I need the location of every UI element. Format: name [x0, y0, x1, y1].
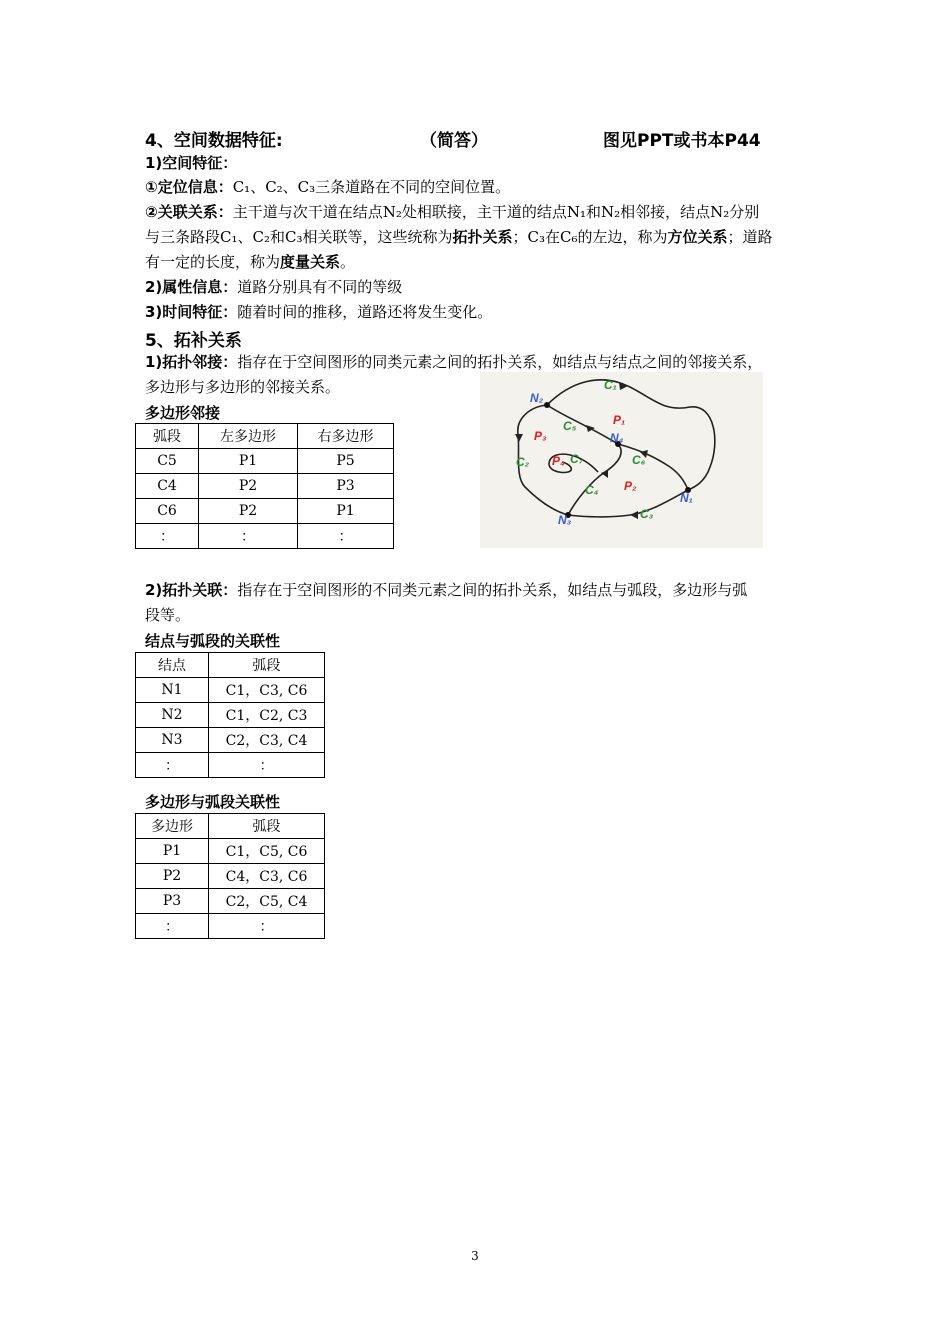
association-label: 2)拓扑关联：: [145, 581, 238, 599]
section4-tag: （简答）: [420, 131, 488, 151]
adjacency-table-caption: 多边形邻接: [145, 404, 221, 422]
table-cell: P2: [199, 499, 298, 524]
table-cell: P2: [136, 864, 209, 889]
table-cell: C2，C5, C4: [209, 889, 325, 914]
table-cell: P1: [136, 839, 209, 864]
table-row: [136, 449, 394, 474]
relation-text2c: ；C₃在C₆的左边，称为: [512, 228, 668, 246]
table-row: [136, 753, 325, 778]
table-row: [136, 839, 325, 864]
table-cell: P3: [136, 889, 209, 914]
table-cell: ：: [136, 524, 199, 549]
spatial-heading: 1)空间特征：: [145, 154, 238, 172]
table-cell: C1，C3, C6: [209, 678, 325, 703]
association-text1: 指存在于空间图形的不同类元素之间的拓扑关系，如结点与弧段，多边形与弧: [237, 581, 748, 599]
relation-label: ②关联关系：: [145, 203, 233, 221]
adjacency-line1: [145, 352, 762, 372]
direction-term: 方位关系: [667, 228, 728, 246]
table-cell: P5: [298, 449, 394, 474]
arrow-c1: [619, 382, 628, 390]
arc-label: C₁: [604, 378, 617, 392]
polygon-table-caption: 多边形与弧段关联性: [145, 793, 281, 811]
table-cell: C1，C2, C3: [209, 703, 325, 728]
adjacency-line2: 多边形与多边形的邻接关系。: [145, 378, 341, 396]
table-header-cell: 弧段: [136, 424, 199, 449]
section4-ref: 图见PPT或书本P44: [603, 131, 761, 151]
relation-text2a: 与三条路段C₁、C₂和C₃相关联等，这些统称为: [145, 228, 453, 246]
arc-label: C₄: [585, 483, 599, 497]
polygon-label: P₁: [613, 413, 626, 427]
arc-label: C₇: [570, 452, 584, 466]
table-header-cell: 结点: [136, 653, 209, 678]
time-text: 随着时间的推移，道路还将发生变化。: [237, 303, 493, 321]
arc-c1: [547, 380, 715, 490]
attribute-label: 2)属性信息：: [145, 278, 238, 296]
table-cell: P2: [199, 474, 298, 499]
arc-label: C₂: [516, 455, 530, 469]
section4-title: 4、空间数据特征:: [145, 131, 283, 151]
table-cell: C1，C5, C6: [209, 839, 325, 864]
page-number: 3: [471, 1249, 479, 1263]
table-cell: ：: [298, 524, 394, 549]
polygon-label: P₃: [534, 429, 547, 443]
relation-text2e: ；道路: [727, 228, 773, 246]
adjacency-label: 1)拓扑邻接：: [145, 353, 238, 371]
table-row: [136, 703, 325, 728]
relation-line2: [145, 227, 773, 247]
table-cell: ：: [199, 524, 298, 549]
polygon-label: P₂: [624, 479, 637, 493]
arrow-c2: [515, 434, 523, 442]
table-cell: C2，C3, C4: [209, 728, 325, 753]
table-cell: P1: [298, 499, 394, 524]
table-cell: C5: [136, 449, 199, 474]
table-cell: P1: [199, 449, 298, 474]
relation-text1: 主干道与次干道在结点N₂处相联接，主干道的结点N₁和N₂相邻接，结点N₂分别: [232, 203, 760, 221]
table-cell: ：: [136, 753, 209, 778]
arc-label: C₃: [640, 507, 654, 521]
relation-line3: [145, 252, 355, 272]
table-header-cell: 弧段: [209, 653, 325, 678]
section5-title: 5、拓补关系: [145, 331, 242, 351]
node-label: N₁: [680, 491, 693, 505]
table-row: [136, 524, 394, 549]
time-label: 3)时间特征：: [145, 303, 238, 321]
table-cell: P3: [298, 474, 394, 499]
node-arc-table: [135, 652, 325, 778]
attribute-text: 道路分别具有不同的等级: [237, 278, 403, 296]
table-header-row: [136, 814, 325, 839]
table-cell: N2: [136, 703, 209, 728]
arc-c5: [547, 405, 618, 444]
table-header-cell: 右多边形: [298, 424, 394, 449]
table-row: [136, 889, 325, 914]
time-info: [145, 302, 492, 322]
topology-diagram: [480, 372, 763, 548]
table-cell: ：: [209, 753, 325, 778]
arrow-c3: [630, 511, 638, 519]
attribute-info: [145, 277, 402, 297]
node-table-caption: 结点与弧段的关联性: [145, 632, 281, 650]
table-cell: ：: [136, 914, 209, 939]
node-label: N₂: [530, 391, 544, 405]
table-row: [136, 914, 325, 939]
association-line1: [145, 580, 747, 600]
table-row: [136, 474, 394, 499]
relation-text3c: 。: [340, 253, 356, 271]
table-row: [136, 499, 394, 524]
table-header-cell: 弧段: [209, 814, 325, 839]
table-cell: N1: [136, 678, 209, 703]
location-text: C₁、C₂、C₃三条道路在不同的空间位置。: [232, 178, 511, 196]
table-cell: N3: [136, 728, 209, 753]
node-label: N₄: [610, 431, 624, 445]
table-row: [136, 864, 325, 889]
table-cell: C6: [136, 499, 199, 524]
arc-label: C₅: [563, 419, 577, 433]
node-label: N₃: [558, 513, 572, 527]
polygon-arc-table: [135, 813, 325, 939]
table-cell: C4，C3, C6: [209, 864, 325, 889]
topology-term: 拓扑关系: [452, 228, 513, 246]
table-cell: ：: [209, 914, 325, 939]
table-cell: C4: [136, 474, 199, 499]
relation-line1: [145, 202, 759, 222]
table-header-cell: 左多边形: [199, 424, 298, 449]
polygon-label: P₄: [552, 454, 565, 468]
table-header-row: [136, 424, 394, 449]
table-header-cell: 多边形: [136, 814, 209, 839]
location-info: [145, 177, 510, 197]
arc-label: C₆: [632, 453, 646, 467]
adjacency-table: [135, 423, 394, 549]
location-label: ①定位信息：: [145, 178, 233, 196]
adjacency-text1: 指存在于空间图形的同类元素之间的拓扑关系，如结点与结点之间的邻接关系，: [237, 353, 763, 371]
relation-text3a: 有一定的长度，称为: [145, 253, 281, 271]
topology-diagram-svg: [480, 372, 763, 548]
table-row: [136, 678, 325, 703]
node-n2-dot: [544, 402, 550, 408]
table-header-row: [136, 653, 325, 678]
metric-term: 度量关系: [280, 253, 341, 271]
table-row: [136, 728, 325, 753]
association-line2: 段等。: [145, 606, 191, 624]
